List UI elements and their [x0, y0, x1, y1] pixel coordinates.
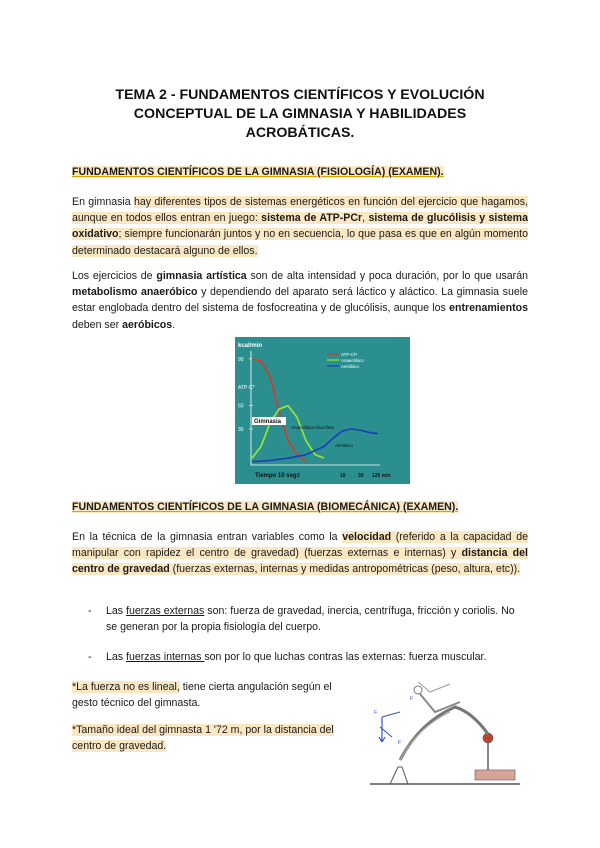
- gymnast-diagram-image: [360, 672, 530, 795]
- chart-xlabel: Tiempo 10 seg: [255, 473, 297, 479]
- title-line-1: TEMA 2 - FUNDAMENTOS CIENTÍFICOS Y EVOLUCIÓN: [115, 87, 485, 103]
- legend-label-anaerobico: Anaeróbico: [341, 358, 364, 363]
- x-tick-label: 30: [358, 473, 364, 479]
- energy-systems-chart: [235, 337, 410, 484]
- series-line-aer-bico: [252, 429, 378, 462]
- y-tick-label: 50: [238, 403, 244, 410]
- x-tick-label: 120 min: [372, 473, 391, 479]
- page-title: [70, 86, 530, 143]
- chart-annotation-gimnasia: Gimnasia: [254, 419, 282, 425]
- legend-label-aerobico: Aeróbico: [341, 364, 359, 369]
- chart-annotation-glucolisis: Anaeróbica Glucólisis: [291, 425, 335, 430]
- y-tick-label: 30: [238, 426, 244, 433]
- x-tick-label: 10: [340, 473, 346, 479]
- note-fuerza-no-lineal: *La fuerza no es lineal, tiene cierta angulación según el gesto técnico del gimnasta.: [72, 681, 332, 710]
- series-line-anaer-bico: [252, 406, 324, 459]
- svg-text:F: F: [398, 740, 402, 746]
- svg-text:F: F: [374, 710, 378, 716]
- paragraph-variables-biomecanica: En la técnica de la gimnasia entran variables como la velocidad (referido a la capacidad de manipular con rapidez el centro de gravedad) (fuerzas externas e internas) y distancia del centro de gravedad (fuerzas externas, internas y medidas antropométricas (peso, altura, etc)).: [72, 531, 528, 576]
- title-line-2: CONCEPTUAL DE LA GIMNASIA Y HABILIDADES: [133, 106, 467, 122]
- paragraph-sistemas-energeticos: En gimnasia hay diferentes tipos de sistemas energéticos en función del ejercicio que hagamos, aunque en todos ellos entran en juego: sistema de ATP-PCr, sistema de glucólisis y sistema oxidativo; siempre funcionarán juntos y no en secuencia, lo que pasa es que en algún momento determinado destacará alguno de ellos.: [72, 196, 528, 257]
- y-tick-label: 90: [238, 356, 244, 363]
- list-item: - Las fuerzas externas son: fuerza de gravedad, inercia, centrífuga, fricción y coriolis. No se generan por la propia fisiología del cuerpo.: [88, 605, 515, 634]
- x-tick-label: 2: [297, 473, 300, 479]
- chart-annotation-atp: ATP-C*: [238, 385, 255, 391]
- paragraph-gimnasia-artistica: Los ejercicios de gimnasia artística son de alta intensidad y poca duración, por lo que usarán metabolismo anaeróbico y dependiendo del aparato será láctico y aláctico. La gimnasia suele estar englobada dentro del sistema de fosfocreatina y de glucólisis, aunque los entrenamientos deben ser aeróbicos.: [72, 270, 528, 331]
- title-line-3: ACROBÁTICAS.: [245, 125, 355, 141]
- section-heading-biomecanica: FUNDAMENTOS CIENTÍFICOS DE LA GIMNASIA (BIOMECÁNICA) (EXAMEN).: [72, 501, 459, 513]
- chart-ylabel: kcal/min: [238, 343, 263, 349]
- chart-annotation-aerobico: Aeróbico: [335, 443, 353, 448]
- section-heading-fisiologia: FUNDAMENTOS CIENTÍFICOS DE LA GIMNASIA (FISIOLOGÍA) (EXAMEN).: [72, 166, 444, 178]
- note-tamano-ideal: *Tamaño ideal del gimnasta 1 '72 m, por la distancia del centro de gravedad.: [72, 724, 334, 753]
- legend-label-atp: ATP-CP: [341, 352, 358, 357]
- list-item: - Las fuerzas internas son por lo que luchas contras las externas: fuerza muscular.: [88, 651, 487, 663]
- svg-text:F: F: [410, 696, 414, 702]
- energy-chart-svg: [235, 337, 410, 484]
